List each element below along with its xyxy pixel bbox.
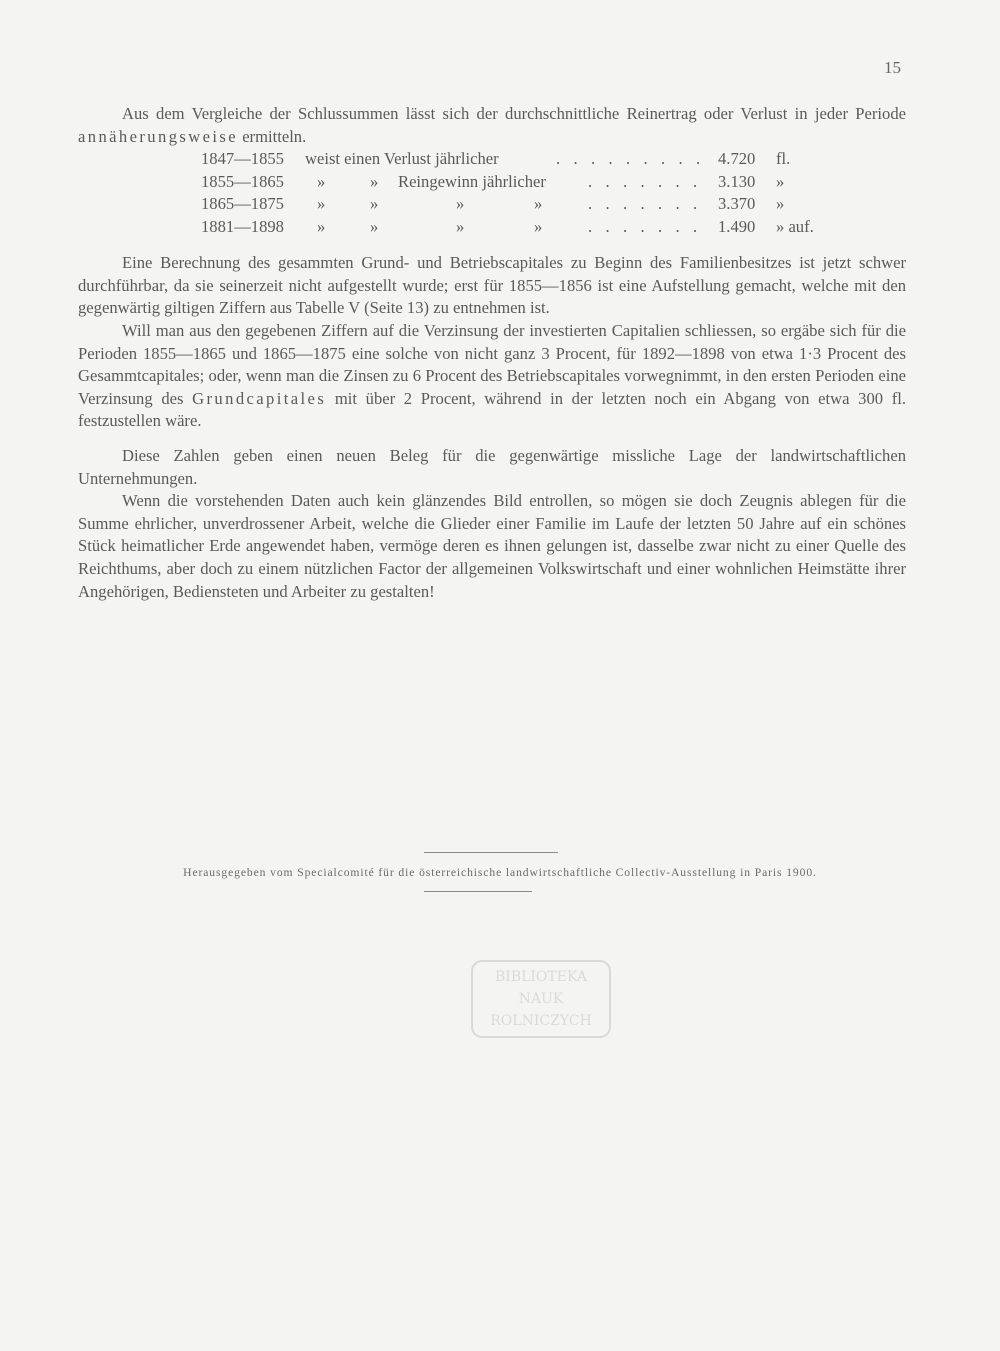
stamp-line3: ROLNICZYCH xyxy=(490,1013,592,1029)
row-value: 1.490 xyxy=(718,216,756,236)
row-ditto-c: » xyxy=(456,194,465,214)
row-dots: . . . . . . . xyxy=(588,216,702,236)
paragraph-interest xyxy=(78,320,906,433)
row-desc: Reingewinn jährlicher xyxy=(398,171,546,191)
paragraph-interest-end: mit über 2 Procent, während in der letzten noch ein Abgang von etwa 300 fl. festzustellen wäre. xyxy=(78,388,906,431)
row-ditto-a: » xyxy=(317,216,326,236)
table-row xyxy=(78,216,906,239)
row-period: 1881—1898 xyxy=(201,216,284,236)
row-ditto-d: » xyxy=(534,194,543,214)
row-value: 3.370 xyxy=(718,194,756,214)
row-value: 4.720 xyxy=(718,149,756,169)
row-desc: weist einen Verlust jährlicher xyxy=(305,149,499,169)
row-ditto-c: » xyxy=(456,216,465,236)
row-ditto-a: » xyxy=(317,171,326,191)
body-text xyxy=(78,103,906,603)
paragraph-situation: Diese Zahlen geben einen neuen Beleg für die gegenwärtige missliche Lage der landwirtschaftlichen Unternehmungen. xyxy=(78,445,906,488)
paragraph-interest-emphasis: Grundcapitales xyxy=(192,388,327,408)
row-dots: . . . . . . . xyxy=(588,171,702,191)
profit-loss-table xyxy=(78,148,906,238)
table-row xyxy=(78,171,906,194)
row-unit: » xyxy=(776,171,785,191)
row-period: 1855—1865 xyxy=(201,171,284,191)
row-ditto-d: » xyxy=(534,216,543,236)
row-dots: . . . . . . . xyxy=(588,194,702,214)
paragraph-capital: Eine Berechnung des gesammten Grund- und Betriebscapitales zu Beginn des Familienbesitzes ist jetzt schwer durchführbar, da sie seinerzeit nicht aufgestellt wurde; erst für 1855—1856 ist eine Aufstellung gemacht, welche mit den gegenwärtig giltigen Ziffern aus Tabelle V (Seite 13) zu entnehmen ist. xyxy=(78,253,906,318)
paragraph-closing: Wenn die vorstehenden Daten auch kein glänzendes Bild entrollen, so mögen sie doch Zeugnis ablegen für die Summe ehrlicher, unverdrossener Arbeit, welche die Glieder einer Familie im Laufe der letzten 50 Jahre auf ein schönes Stück heimatlicher Erde angewendet haben, vermöge deren es ihnen gelungen ist, dasselbe zwar nicht zu einer Quelle des Reichthums, aber doch zu einem nützlichen Factor der allgemeinen Volkswirtschaft und einer wohnlichen Heimstätte ihrer Angehörigen, Bediensteten und Arbeiter zu gestalten! xyxy=(78,491,906,601)
row-ditto-b: » xyxy=(370,194,379,214)
publisher-footer: Herausgegeben vom Specialcomité für die österreichische landwirtschaftliche Collectiv-Ausstellung in Paris 1900. xyxy=(183,866,817,879)
stamp-line1: BIBLIOTEKA xyxy=(495,969,587,985)
intro-paragraph xyxy=(78,103,906,148)
page-number: 15 xyxy=(884,58,901,77)
row-ditto-a: » xyxy=(317,194,326,214)
footer-rule-top xyxy=(424,852,558,853)
row-value: 3.130 xyxy=(718,171,756,191)
row-ditto-b: » xyxy=(370,171,379,191)
stamp-line2: NAUK xyxy=(518,991,564,1007)
paragraph-interest-start: Will man aus den gegebenen Ziffern auf die Verzinsung der investierten Capitalien schliessen, so ergäbe sich für die Perioden 1855—1865 und 1865—1875 eine solche von nicht ganz 3 Procent, für 1892—1898 von etwa 1·3 Procent des Gesammtcapitales; oder, wenn man die Zinsen zu 6 Procent des Betriebscapitales vorwegnimmt, in den ersten Perioden eine Verzinsung des xyxy=(78,320,906,408)
intro-emphasis: annäherungsweise xyxy=(78,126,239,146)
footer-rule-bottom xyxy=(424,891,532,892)
row-dots: . . . . . . . . . xyxy=(556,149,705,169)
row-ditto-b: » xyxy=(370,216,379,236)
row-unit: » xyxy=(776,194,785,214)
row-unit: » auf. xyxy=(776,216,814,236)
intro-end: ermitteln. xyxy=(238,126,307,146)
library-stamp-icon xyxy=(466,957,616,1041)
table-row xyxy=(78,193,906,216)
row-period: 1847—1855 xyxy=(201,149,284,169)
row-period: 1865—1875 xyxy=(201,194,284,214)
table-row xyxy=(78,148,906,171)
intro-text: Aus dem Vergleiche der Schlussummen lässt sich der durchschnittliche Reinertrag oder Verlust in jeder Periode xyxy=(122,104,906,123)
row-unit: fl. xyxy=(776,149,791,169)
